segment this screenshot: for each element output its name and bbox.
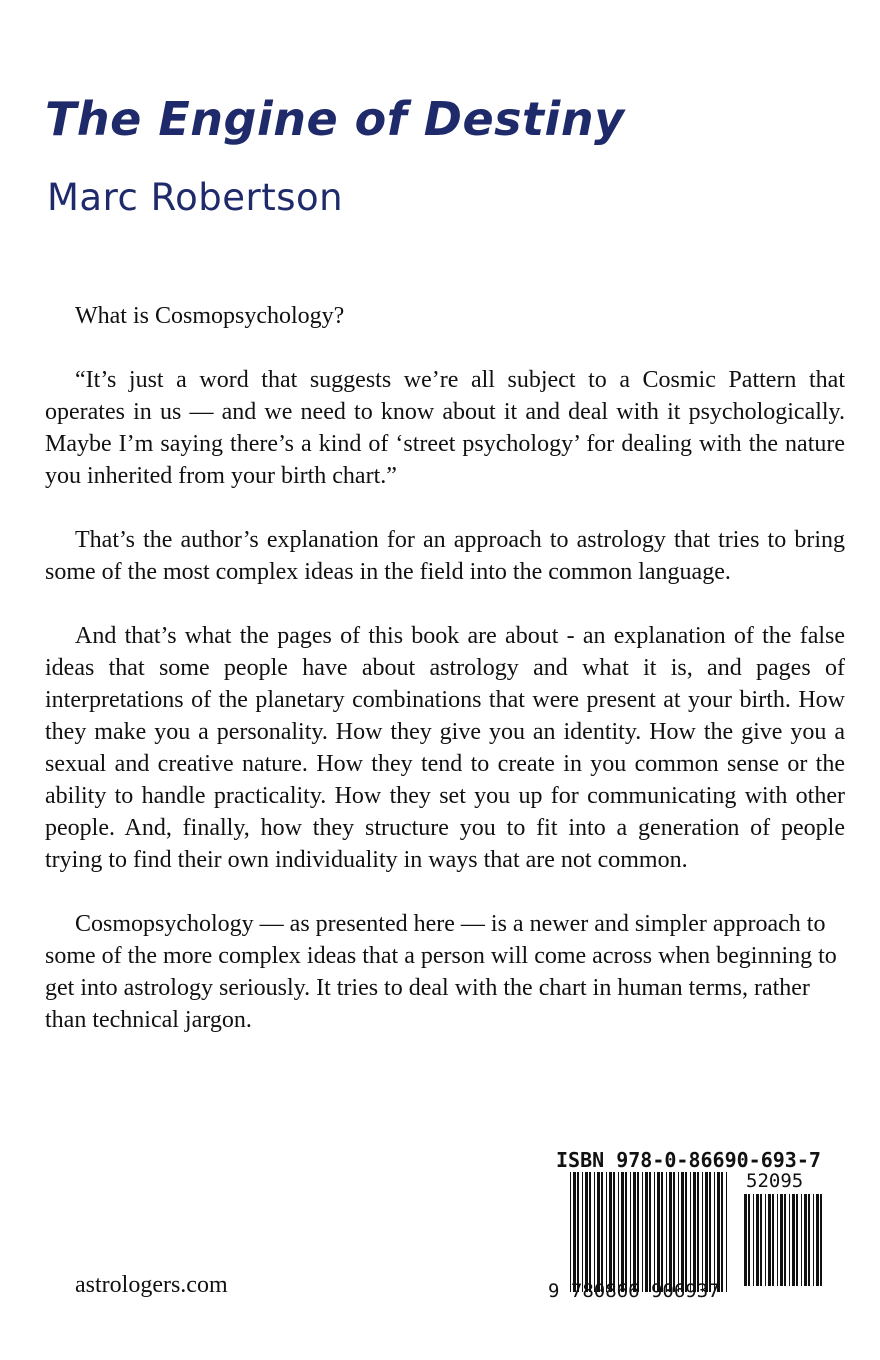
barcode-bar [697,1172,699,1292]
barcode-bar [621,1172,624,1292]
barcode-bar [768,1194,771,1286]
blurb-paragraph: What is Cosmopsychology? [75,303,345,329]
barcode-bar [756,1194,759,1286]
barcode-digits: 9 780866 906937 [548,1280,720,1302]
barcode-bar [633,1172,636,1292]
barcode-bar [765,1194,766,1286]
barcode-bar [813,1194,814,1286]
barcode-bar [630,1172,631,1292]
barcode-bar [582,1172,583,1292]
blurb-paragraph: Cosmopsychology — as presented here — is a newer and simpler approach to some of the more complex ideas that a person will come across when beginning to get into astrology seriously. It tries to deal with the chart in human terms, rather than technical jargon. [45,911,837,1033]
barcode-bar [613,1172,615,1292]
barcode-bar [714,1172,715,1292]
barcode-bar [784,1194,786,1286]
blurb-paragraph: And that’s what the pages of this book are about - an explanation of the false ideas that some people have about astrology and what it is, and pages of interpretations of the planetary combinations that were present at your birth. How they make you a personality. How they give you an identity. How the give you a sexual and creative nature. How they tend to create in you common sense or the ability to handle practicality. How they set you up for communicating with other people. And, finally, how they structure you to fit into a generation of people trying to find their own individuality in ways that are not common. [45,623,845,873]
barcode-bar [777,1194,778,1286]
barcode-bar [726,1172,727,1292]
barcode-bar [804,1194,807,1286]
isbn-barcode [548,1146,838,1306]
website-link: astrologers.com [75,1272,228,1298]
barcode-bar [609,1172,612,1292]
barcode-bar [669,1172,672,1292]
barcode-bar [685,1172,687,1292]
barcode-bar [808,1194,810,1286]
barcode-bar [654,1172,655,1292]
barcode-bar [690,1172,691,1292]
barcode-bar [577,1172,579,1292]
barcode-bar [601,1172,603,1292]
barcode-bar [657,1172,660,1292]
barcode-bar [597,1172,600,1292]
barcode-bar [681,1172,684,1292]
blurb-text [45,300,845,1068]
barcode-bar [573,1172,576,1292]
blurb-paragraph: “It’s just a word that suggests we’re all subject to a Cosmic Pattern that operates in us — and we need to know about it and deal with it psychologically. Maybe I’m saying there’s a kind of ‘street psychology’ for dealing with the nature you inherited from your birth chart.” [45,367,845,489]
barcode-bar [748,1194,750,1286]
price-code: 52095 [746,1170,804,1192]
barcode-bar [780,1194,783,1286]
barcode-bar [753,1194,754,1286]
barcode-bar [705,1172,708,1292]
barcode-bar [618,1172,619,1292]
author-name: Marc Robertson [47,176,344,219]
barcode-bar [645,1172,648,1292]
barcode-bar [796,1194,798,1286]
barcode-bar [801,1194,802,1286]
book-title: The Engine of Destiny [45,92,625,146]
barcode-bar [570,1172,571,1292]
barcode-bar [744,1194,747,1286]
barcode-bar [661,1172,663,1292]
barcode-bar [693,1172,696,1292]
barcode-bar [589,1172,591,1292]
barcode-bar [625,1172,627,1292]
barcode-bar [717,1172,720,1292]
barcode-bar [816,1194,819,1286]
barcode-bar [666,1172,667,1292]
barcode-bar [637,1172,639,1292]
barcode-bar [673,1172,675,1292]
barcode-bar [649,1172,651,1292]
barcode-bar [760,1194,762,1286]
barcode-bar [606,1172,607,1292]
barcode-bar [642,1172,643,1292]
barcode-bar [772,1194,774,1286]
barcode-bar [702,1172,703,1292]
barcode-bar [820,1194,822,1286]
barcode-bar [792,1194,795,1286]
barcode-bar [585,1172,588,1292]
barcode-bar [678,1172,679,1292]
blurb-paragraph: That’s the author’s explanation for an approach to astrology that tries to bring some of the most complex ideas in the field into the common language. [45,527,845,585]
barcode-bar [789,1194,790,1286]
barcode-bar [721,1172,723,1292]
barcode-bar [709,1172,711,1292]
isbn-label: ISBN 978-0-86690-693-7 [556,1148,821,1172]
barcode-bar [594,1172,595,1292]
